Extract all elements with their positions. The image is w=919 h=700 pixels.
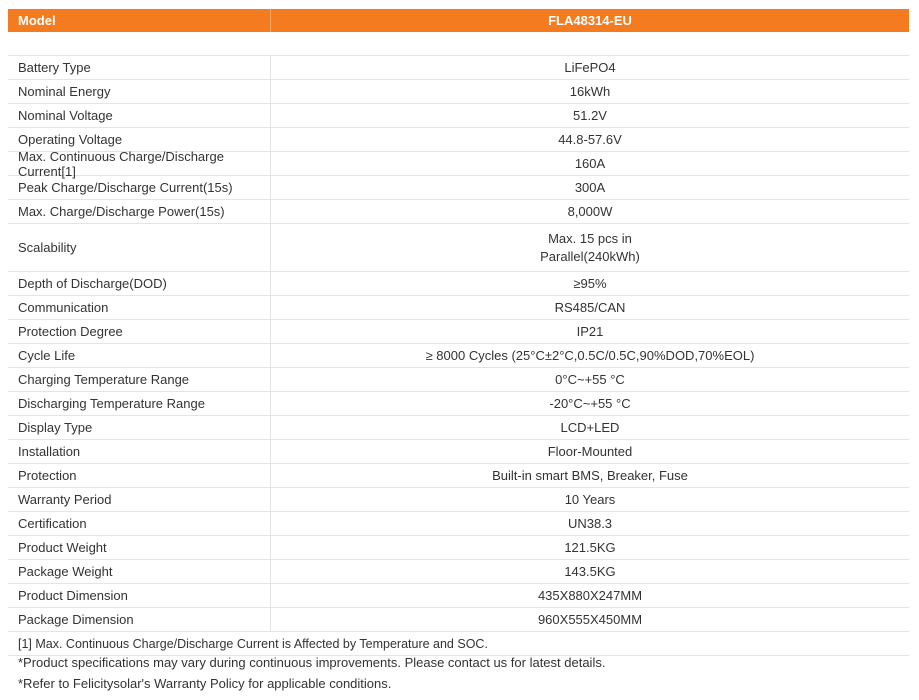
- header-model-value: FLA48314-EU: [548, 13, 632, 28]
- table-row: [8, 536, 909, 560]
- row-label: Product Dimension: [8, 584, 271, 607]
- table-row: [8, 440, 909, 464]
- row-label: Warranty Period: [8, 488, 271, 511]
- table-row: [8, 272, 909, 296]
- row-label: Max. Continuous Charge/Discharge Current[1]: [8, 152, 271, 175]
- row-value: LiFePO4: [564, 59, 616, 75]
- row-value: Built-in smart BMS, Breaker, Fuse: [492, 467, 688, 483]
- row-value: 143.5KG: [564, 563, 616, 579]
- row-value: 8,000W: [567, 203, 613, 219]
- row-value-multiline: [271, 224, 909, 271]
- table-row: [8, 200, 909, 224]
- table-row: [8, 344, 909, 368]
- blank-row: [8, 32, 909, 56]
- row-label: Discharging Temperature Range: [8, 392, 271, 415]
- table-row: [8, 608, 909, 632]
- table-row: [8, 416, 909, 440]
- row-label: Cycle Life: [8, 344, 271, 367]
- table-row: [8, 368, 909, 392]
- table-row: [8, 584, 909, 608]
- row-value: 16kWh: [569, 83, 611, 99]
- row-value: UN38.3: [567, 515, 613, 531]
- disclaimer-note: *Product specifications may vary during continuous improvements. Please contact us for latest details.: [18, 655, 606, 670]
- row-label: Package Dimension: [8, 608, 271, 631]
- table-row: [8, 104, 909, 128]
- row-label: Display Type: [8, 416, 271, 439]
- row-label: Peak Charge/Discharge Current(15s): [8, 176, 271, 199]
- row-value-line-1: Max. 15 pcs in: [548, 230, 632, 246]
- row-label: Protection: [8, 464, 271, 487]
- row-value: 0°C~+55 °C: [555, 371, 625, 387]
- table-row: [8, 488, 909, 512]
- row-value-line-2: Parallel(240kWh): [540, 248, 640, 264]
- row-value: 300A: [574, 179, 606, 195]
- row-value: 435X880X247MM: [537, 587, 643, 603]
- disclaimer-notes: [18, 652, 605, 694]
- header-label: Model: [8, 9, 271, 32]
- table-row: [8, 392, 909, 416]
- row-label: Installation: [8, 440, 271, 463]
- disclaimer-note: *Refer to Felicitysolar's Warranty Policy for applicable conditions.: [18, 676, 392, 691]
- row-value: 44.8-57.6V: [558, 131, 622, 147]
- row-value: -20°C~+55 °C: [549, 395, 631, 411]
- table-row: [8, 80, 909, 104]
- row-label: Battery Type: [8, 56, 271, 79]
- row-label: Max. Charge/Discharge Power(15s): [8, 200, 271, 223]
- spec-table: [8, 9, 909, 656]
- table-row: [8, 224, 909, 272]
- table-row: [8, 176, 909, 200]
- table-footnote: [1] Max. Continuous Charge/Discharge Current is Affected by Temperature and SOC.: [8, 632, 909, 656]
- table-header: [8, 9, 909, 32]
- row-label: Nominal Voltage: [8, 104, 271, 127]
- row-value: ≥ 8000 Cycles (25°C±2°C,0.5C/0.5C,90%DOD,70%EOL): [425, 347, 755, 363]
- row-value: IP21: [576, 323, 604, 339]
- row-label: Product Weight: [8, 536, 271, 559]
- table-row: [8, 560, 909, 584]
- table-row: [8, 320, 909, 344]
- row-value: RS485/CAN: [554, 299, 626, 315]
- row-label: Nominal Energy: [8, 80, 271, 103]
- table-row: [8, 148, 909, 179]
- row-value: 160A: [574, 155, 606, 171]
- row-value: 960X555X450MM: [537, 611, 643, 627]
- row-value: 10 Years: [564, 491, 616, 507]
- table-row: [8, 56, 909, 80]
- row-label: Communication: [8, 296, 271, 319]
- table-row: [8, 296, 909, 320]
- row-value: 121.5KG: [564, 539, 616, 555]
- row-value: ≥95%: [573, 275, 607, 291]
- row-label: Depth of Discharge(DOD): [8, 272, 271, 295]
- row-label: Operating Voltage: [8, 128, 271, 151]
- row-label: Package Weight: [8, 560, 271, 583]
- row-label: Protection Degree: [8, 320, 271, 343]
- table-row: [8, 512, 909, 536]
- row-value: Floor-Mounted: [547, 443, 633, 459]
- row-value: LCD+LED: [560, 419, 620, 435]
- row-value: 51.2V: [573, 107, 607, 123]
- row-label: Charging Temperature Range: [8, 368, 271, 391]
- row-label: Certification: [8, 512, 271, 535]
- row-label: Scalability: [8, 224, 271, 271]
- table-row: [8, 464, 909, 488]
